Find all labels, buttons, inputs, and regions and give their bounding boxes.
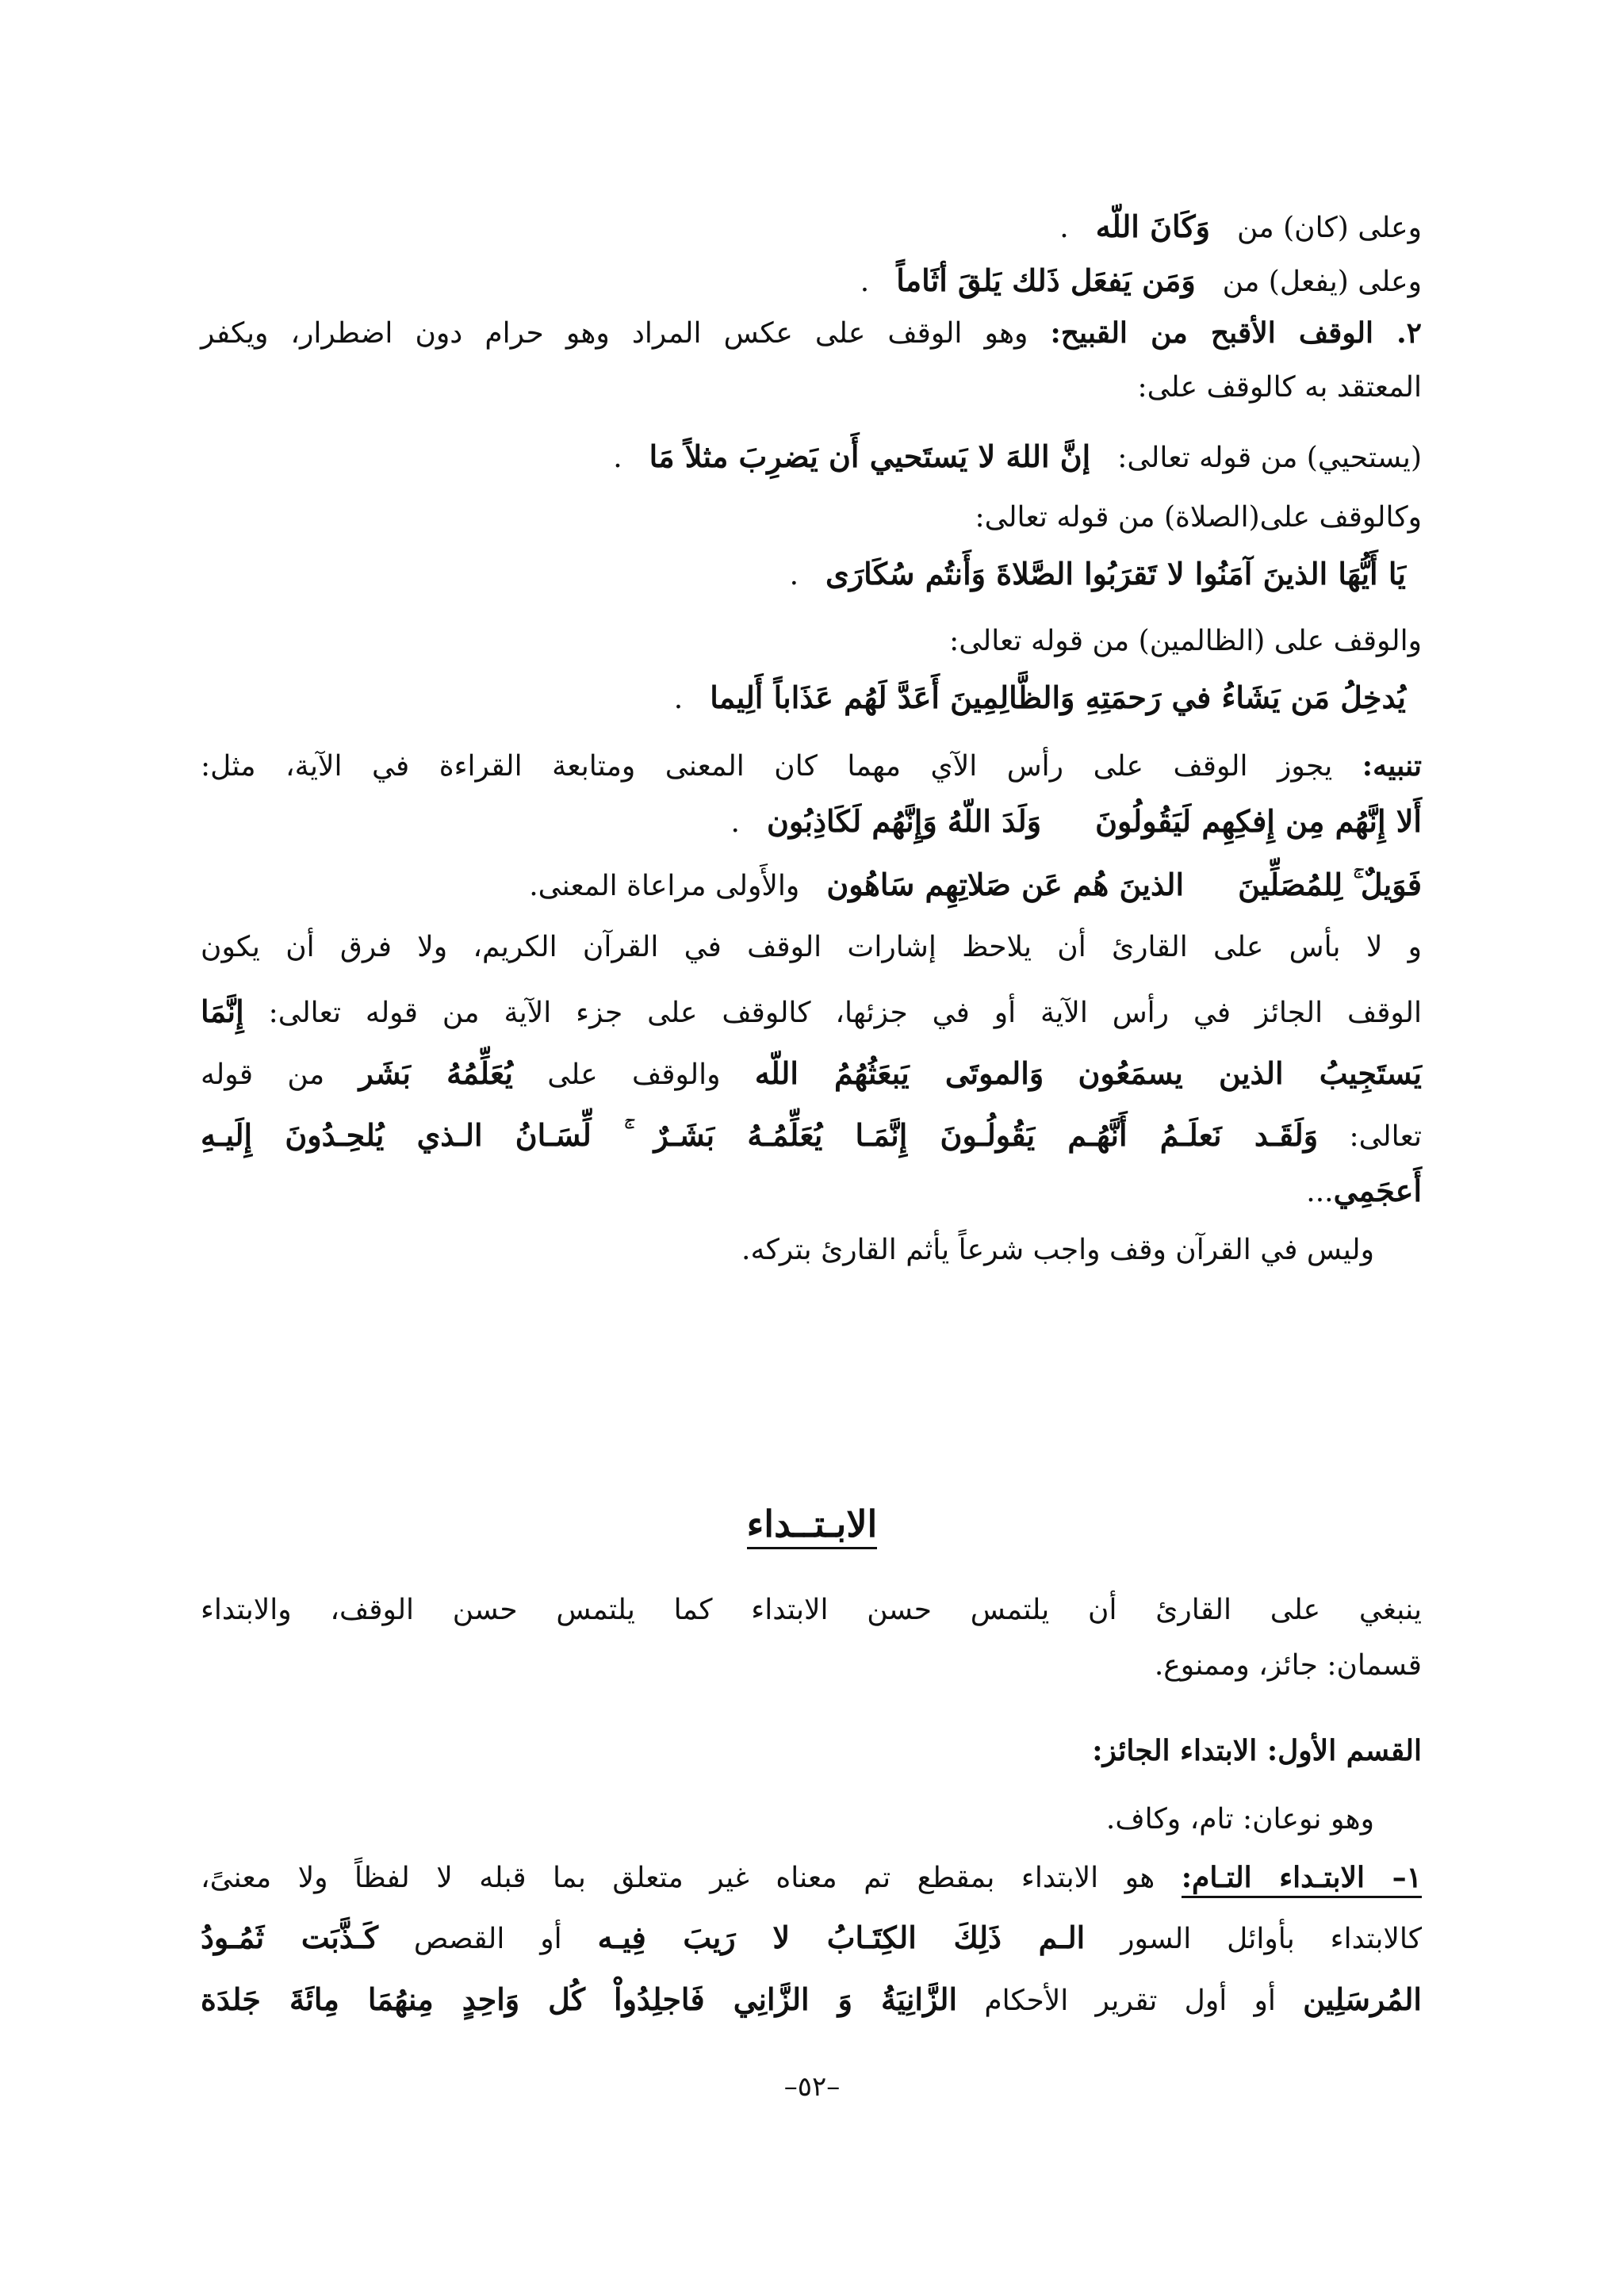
text-line: يَستَجِيبُ الذين يسمَعُون وَالموتَى يَبعَثُهُمُ اللّه والوقف على يُعَلِّمُهُ بَشَر من قوله (201, 1055, 1422, 1091)
text-line: ٢. الوقف الأقبح من القبيح: وهو الوقف على عكس المراد وهو حرام دون اضطرار، ويكفر (201, 316, 1422, 350)
quran-verse: فَوَيلٌ ۚ لِلمُصَلِّينَالذينَ هُم عَن صَلاتِهِم سَاهُونوالأَولى مراعاة المعنى. (529, 867, 1422, 902)
text-line: وهو نوعان: تام، وكاف. (1105, 1803, 1374, 1836)
text-line: تنبيه: يجوز الوقف على رأس الآي مهما كان المعنى ومتابعة القراءة في الآية، مثل: (201, 749, 1422, 783)
quran-verse: يَا أَيُّهَا الذينَ آمَنُوا لا تَقرَبُوا الصَّلاةَ وَأَنتُم سُكَارَى. (789, 556, 1406, 591)
text-line: كالابتداء بأوائل السور الـم ذَلِكَ الكِتَـابُ لا رَيبَ فِيـه أو القصص كَـذَّبَت ثَمُـودُ (201, 1920, 1422, 1955)
note-label: تنبيه: (1362, 749, 1422, 783)
text-line: الوقف الجائز في رأس الآية أو في جزئها، كالوقف على جزء الآية من قوله تعالى: إِنَّمَا (201, 993, 1422, 1029)
page-number: –٥٢– (783, 2071, 841, 2103)
text-line: ينبغي على القارئ أن يلتمس حسن الابتداء كما يلتمس حسن الوقف، والابتداء (201, 1594, 1422, 1626)
text-line: وليس في القرآن وقف واجب شرعاً يأثم القارئ بتركه. (741, 1234, 1374, 1266)
text-line: ١– الابتـداء التـام: هو الابتداء بمقطع تم معناه غير متعلق بما قبله لا لفظاً ولا معنىً، (201, 1860, 1422, 1896)
text-line: المُرسَلِين أو أول تقرير الأحكام الزَّانِيَةُ وَ الزَّانِي فَاجلِدُواْ كُل وَاحِدٍ مِنهُمَا مِائَةَ جَلدَة (201, 1981, 1422, 2017)
text-line: أَعجَمِي... (1306, 1173, 1422, 1208)
text-line: وعلى (يفعل) منوَمَن يَفعَل ذَلك يَلقَ أثَاماً. (860, 262, 1422, 298)
section-title: الابـتــداء (0, 1503, 1624, 1545)
subsection-heading: القسم الأول: الابتداء الجائز: (1092, 1734, 1422, 1767)
text-line: و لا بأس على القارئ أن يلاحظ إشارات الوقف في القرآن الكريم، ولا فرق أن يكون (201, 931, 1422, 963)
text-line: المعتقد به كالوقف على: (1137, 371, 1422, 404)
text-line: تعالى: وَلَقَـد نَعلَـمُ أَنَّهُـم يَقُولُـونَ إِنَّمَـا يُعَلِّمُـهُ بَشَـرٌ ۚ لِّسَـانُ الـذي يُلحِـدُونَ إِلَيـهِ (201, 1117, 1422, 1153)
quran-verse: أَلا إِنَّهُم مِن إِفكِهِم لَيَقُولُونَوَلَدَ اللّهُ وَإِنَّهُم لَكَاذِبُون. (730, 803, 1422, 839)
text-line: وكالوقف على(الصلاة) من قوله تعالى: (975, 501, 1422, 534)
text-line: والوقف على (الظالمين) من قوله تعالى: (949, 625, 1422, 657)
term-heading: ١– الابتـداء التـام: (1182, 1861, 1422, 1898)
text-line: وعلى (كان) منوَكَانَ اللّه. (1059, 209, 1422, 244)
text-line: (يستحيي) من قوله تعالى:إنَّ اللهَ لا يَستَحيي أَن يَضرِبَ مثلاً مَا. (613, 438, 1422, 474)
text-line: قسمان: جائز، وممنوع. (1154, 1649, 1422, 1682)
section-heading: ٢. الوقف الأقبح من القبيح: (1050, 316, 1422, 350)
quran-verse: يُدخِلُ مَن يَشَاءُ في رَحمَتِهِ وَالظَّالِمِينَ أَعَدَّ لَهُم عَذَاباً أَلِيما. (673, 679, 1406, 715)
